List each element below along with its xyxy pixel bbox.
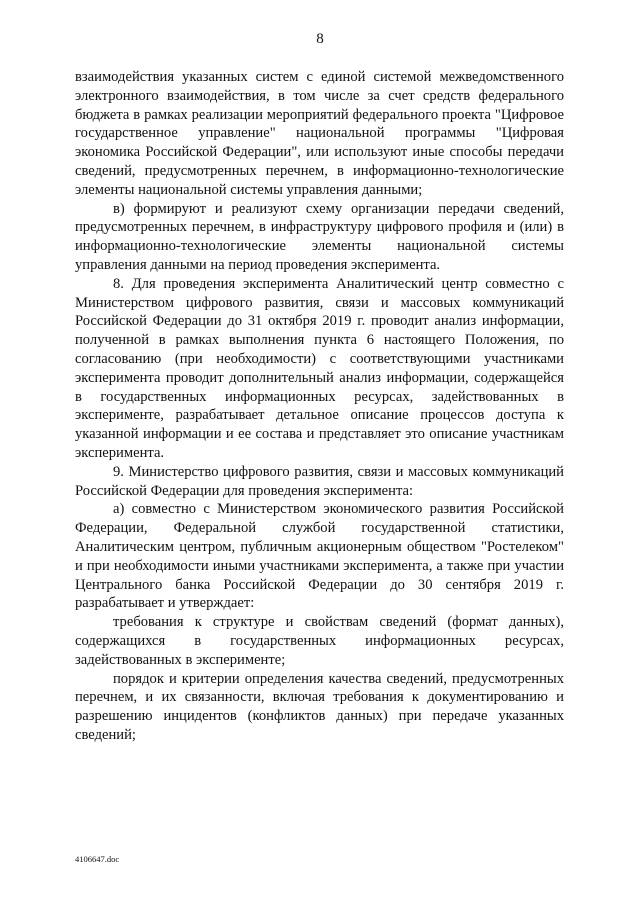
paragraph-subitem-v: в) формируют и реализуют схему организации передачи сведений, предусмотренных перечнем, в инфраструктуру цифрового профиля и (или) в информационно-технологические элементы национальной системы управления данными на период проведения эксперимента. bbox=[75, 200, 564, 273]
paragraph-item-8: 8. Для проведения эксперимента Аналитический центр совместно с Министерством цифрового развития, связи и массовых коммуникаций Российской Федерации до 31 октября 2019 г. проводит анализ информации, полученной в рамках выполнения пункта 6 настоящего Положения, по согласованию (при необходимости) с соответствующими участниками эксперимента проводит дополнительный анализ информации, содержащейся в государственных информационных ресурсах, задействованных в эксперименте, разрабатывает детальное описание процессов доступа к указанной информации и ее состава и представляет это описание участникам эксперимента. bbox=[75, 275, 564, 461]
paragraph-requirements: требования к структуре и свойствам сведений (формат данных), содержащихся в государственных информационных ресурсах, задействованных в эксперименте; bbox=[75, 614, 564, 668]
page-number: 8 bbox=[316, 31, 324, 47]
paragraph-subitem-a: а) совместно с Министерством экономического развития Российской Федерации, Федеральной службой государственной статистики, Аналитическим центром, публичным акционерным обществом "Ростелеком" и при необходимости иными участниками эксперимента, а также при участии Центрального банка Российской Федерации до 30 сентября 2019 г. разрабатывает и утверждает: bbox=[75, 501, 564, 612]
document-file-code: 4106647.doc bbox=[75, 854, 120, 864]
paragraph-continuation: взаимодействия указанных систем с единой системой межведомственного электронного взаимодействия, в том числе за счет средств федерального бюджета в рамках реализации мероприятий федерального проекта "Цифровое государственное управление" национальной программы "Цифровая экономика Российской Федерации", или используют иные способы передачи сведений, предусмотренных перечнем, в информационно-технологические элементы национальной системы управления данными; bbox=[75, 69, 564, 198]
paragraph-procedure: порядок и критерии определения качества сведений, предусмотренных перечнем, и их связанности, включая требования к документированию и разрешению инцидентов (конфликтов данных) при передаче указанных сведений; bbox=[75, 670, 564, 743]
paragraph-item-9: 9. Министерство цифрового развития, связи и массовых коммуникаций Российской Федерации для проведения эксперимента: bbox=[75, 463, 564, 499]
document-body bbox=[75, 68, 564, 745]
